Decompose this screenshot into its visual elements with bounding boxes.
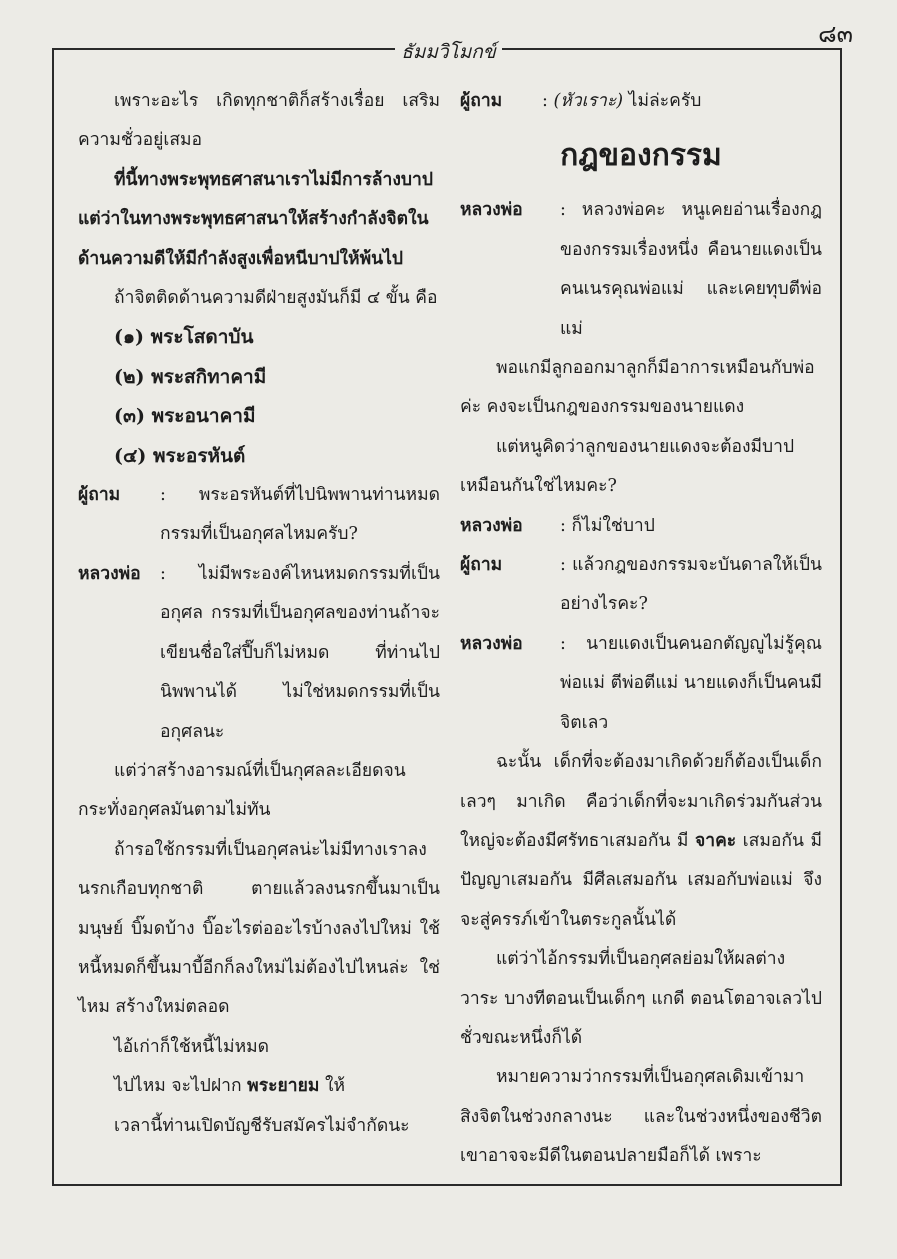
text-run: เสมอกัน มีปัญญาเสมอกัน มีศีลเสมอกัน เสมอกับพ่อแม่ จึงจะสู่ครรภ์เข้าในตระกูลนั้นได้: [460, 830, 822, 930]
dialogue-answer: [460, 625, 822, 743]
text-run: :: [542, 91, 554, 111]
text-run-bold: พระยายม: [247, 1076, 320, 1097]
speaker-label: หลวงพ่อ: [460, 200, 523, 221]
paragraph: หมายความว่ากรรมที่เป็นอกุศลเดิมเข้ามาสิงจิตในช่วงกลางนะ และในช่วงหนึ่งของชีวิต เขาอาจจะมีดีในตอนปลายมือก็ได้ เพราะ: [460, 1067, 822, 1167]
running-header: [0, 37, 897, 67]
speaker-label: ผู้ถาม: [460, 555, 503, 576]
dialogue-text: : แล้วกฎของกรรมจะบันดาลให้เป็นอย่างไรคะ?: [560, 555, 822, 615]
paragraph: แต่ว่าไอ้กรรมที่เป็นอกุศลย่อมให้ผลต่างวาระ บางทีตอนเป็นเด็กๆ แกดี ตอนโตอาจเลวไปชั่วขณะหนึ่งก็ได้: [460, 949, 822, 1048]
speaker-label: หลวงพ่อ: [78, 563, 141, 584]
text-run-italic: (หัวเราะ): [553, 91, 624, 111]
dialogue-text: : พระอรหันต์ที่ไปนิพพานท่านหมดกรรมที่เป็นอกุศลไหมครับ?: [160, 485, 440, 545]
stage-item: (๒) พระสกิทาคามี: [114, 365, 267, 388]
dialogue-text: : หลวงพ่อคะ หนูเคยอ่านเรื่องกฎของกรรมเรื่องหนึ่ง คือนายแดงเป็นคนเนรคุณพ่อแม่ และเคยทุบตีพ่อแม่: [560, 200, 822, 339]
paragraph: [460, 743, 822, 940]
paragraph: ถ้ารอใช้กรรมที่เป็นอกุศลน่ะไม่มีทางเราลงนรกเกือบทุกชาติ ตายแล้วลงนรกขึ้นมาเป็นมนุษย์ บิ๊มดบ้าง บิ๊อะไรต่ออะไรบ้างลงไปใหม่ ใช้หนี้หมดก็ขึ้นมาบี้อีกก็ลงใหม่ไม่ต้องไปไหนล่ะ ใช่ไหม สร้างใหม่ตลอด: [78, 839, 440, 1018]
paragraph: เวลานี้ท่านเปิดบัญชีรับสมัครไม่จำกัดนะ: [114, 1115, 410, 1136]
left-column: [78, 82, 440, 1146]
paragraph: แต่หนูคิดว่าลูกของนายแดงจะต้องมีบาปเหมือนกันใช่ไหมคะ?: [460, 436, 795, 497]
speaker-label: ผู้ถาม: [78, 485, 121, 506]
stage-item: (๓) พระอนาคามี: [114, 405, 256, 428]
dialogue-text: : ก็ไม่ใช่บาป: [560, 515, 655, 536]
paragraph: เพราะอะไร เกิดทุกชาติก็สร้างเรื่อย เสริมความชั่วอยู่เสมอ: [78, 91, 440, 151]
paragraph: ถ้าจิตติดด้านความดีฝ่ายสูงมันก็มี ๔ ขั้น คือ: [114, 288, 438, 309]
page-number: ๘๓: [818, 20, 853, 48]
stage-item: (๑) พระโสดาบัน: [114, 326, 254, 349]
text-run-bold: จาคะ: [694, 830, 737, 851]
paragraph: พอแกมีลูกออกมาลูกก็มีอาการเหมือนกับพ่อค่ะ คงจะเป็นกฎของกรรมของนายแดง: [460, 358, 815, 418]
dialogue-answer: [460, 191, 822, 349]
paragraph: [78, 1067, 440, 1106]
paragraph: แต่ว่าสร้างอารมณ์ที่เป็นกุศลละเอียดจนกระทั่งอกุศลมันตามไม่ทัน: [78, 760, 406, 821]
stage-item: (๔) พระอรหันต์: [114, 444, 246, 467]
speaker-label: หลวงพ่อ: [460, 515, 523, 536]
text-run: ไปไหม จะไปฝาก: [114, 1076, 248, 1097]
dialogue-question: [460, 82, 822, 121]
text-run: ฉะนั้น เด็กที่จะต้องมาเกิดด้วยก็ต้องเป็นเด็กเลวๆ มาเกิด คือว่าเด็กที่จะมาเกิดร่วมกันส่วนใหญ่จะต้องมีศรัทธาเสมอกัน มี: [460, 752, 822, 851]
dialogue-text: : ไม่มีพระองค์ไหนหมดกรรมที่เป็นอกุศล กรรมที่เป็นอกุศลของท่านถ้าจะเขียนชื่อใส่ปี๊บก็ไม่หมด ที่ท่านไปนิพพานได้ ไม่ใช่หมดกรรมที่เป็นอกุศลนะ: [160, 563, 440, 742]
running-header-text: ธัมมวิโมกข์: [395, 41, 502, 63]
dialogue-answer: [460, 507, 822, 546]
text-run: ไม่ล่ะครับ: [623, 91, 702, 111]
dialogue-text: : นายแดงเป็นคนอกตัญญูไม่รู้คุณพ่อแม่ ตีพ่อตีแม่ นายแดงก็เป็นคนมีจิตเลว: [560, 633, 822, 733]
text-run: ให้: [319, 1076, 346, 1097]
speaker-label: หลวงพ่อ: [460, 633, 523, 654]
paragraph-bold: ที่นี้ทางพระพุทธศาสนาเราไม่มีการล้างบาป แต่ว่าในทางพระพุทธศาสนาให้สร้างกำลังจิตในด้านความดีให้มีกำลังสูงเพื่อหนีบาปให้พ้นไป: [78, 169, 433, 269]
dialogue-question: [460, 546, 822, 625]
speaker-label: ผู้ถาม: [460, 91, 503, 111]
right-column: [460, 82, 822, 1177]
paragraph: ไอ้เก่าก็ใช้หนี้ไม่หมด: [114, 1036, 270, 1057]
dialogue-answer: [78, 555, 440, 752]
section-heading: กฎของกรรม: [560, 138, 722, 174]
dialogue-question: [78, 476, 440, 555]
